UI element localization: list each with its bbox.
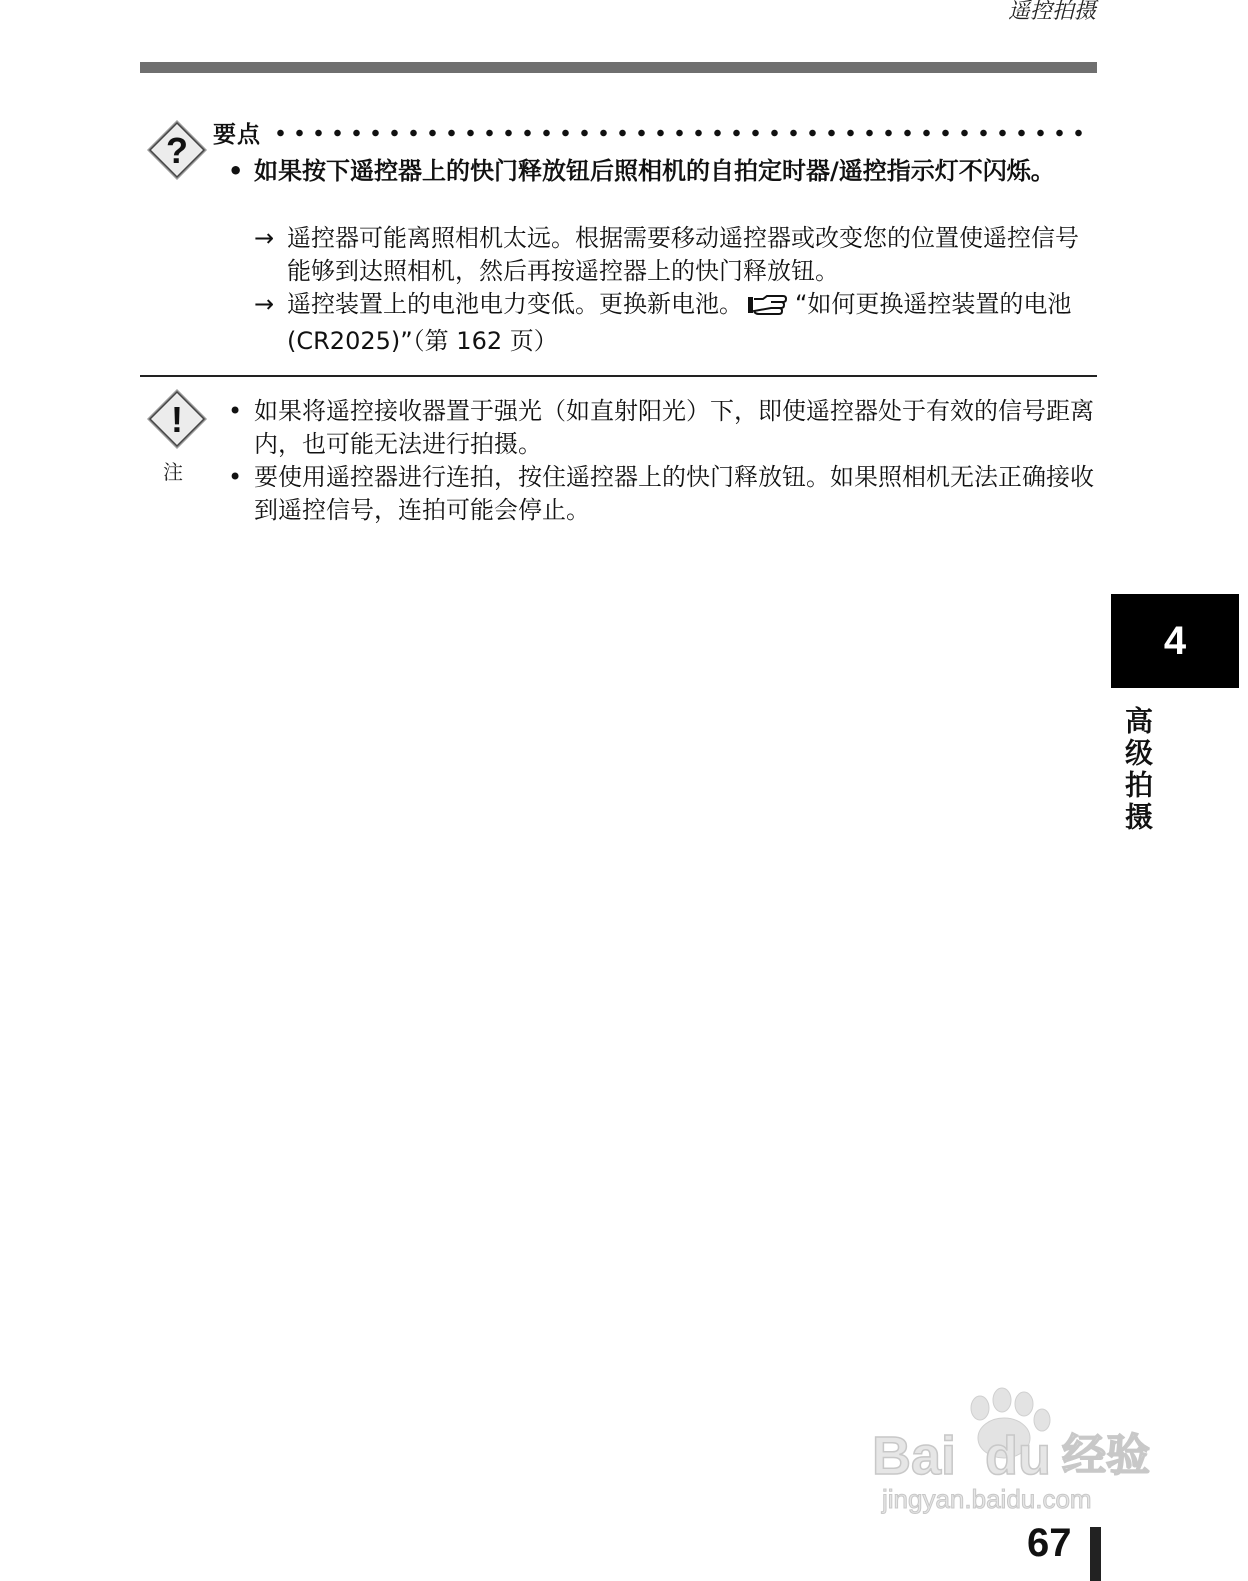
remedy-text: 遥控装置上的电池电力变低。更换新电池。	[287, 290, 743, 318]
note-bullet-text: 如果将遥控接收器置于强光（如直射阳光）下，即使遥控器处于有效的信号距离内，也可能无法进行拍摄。	[254, 397, 1094, 458]
note-bullet	[228, 461, 1098, 527]
tips-title: 要点	[213, 121, 261, 148]
note-bullet	[228, 395, 1098, 461]
chapter-title: 高级拍摄	[1121, 706, 1154, 834]
svg-text:du: du	[985, 1426, 1051, 1486]
exclamation-diamond-icon	[144, 386, 210, 452]
chapter-tab: 4	[1111, 594, 1239, 688]
tips-bullet-text: 如果按下遥控器上的快门释放钮后照相机的自拍定时器/遥控指示灯不闪烁。	[254, 157, 1055, 185]
bullet-dot: •	[228, 397, 243, 425]
top-rule	[140, 62, 1097, 73]
bullet-dot: •	[228, 463, 243, 491]
baidu-jingyan-watermark	[870, 1386, 1170, 1520]
question-diamond-icon	[144, 117, 210, 183]
running-head: 遥控拍摄	[1007, 0, 1096, 24]
pointing-hand-reference-icon	[747, 292, 787, 325]
arrow-marker: →	[254, 290, 275, 318]
note-caption: 注	[163, 460, 183, 484]
arrow-marker: →	[254, 224, 275, 252]
svg-text:jingyan.baidu.com: jingyan.baidu.com	[882, 1484, 1092, 1514]
page-number-bar	[1090, 1527, 1101, 1581]
page-number: 67	[1027, 1521, 1072, 1565]
svg-text:?: ?	[166, 130, 188, 171]
svg-text:经验: 经验	[1062, 1430, 1150, 1481]
section-divider	[140, 375, 1097, 377]
tips-heading	[213, 117, 1086, 147]
tips-remedy-1	[254, 222, 1096, 288]
svg-text:Bai: Bai	[872, 1426, 957, 1486]
reference-link-text: “如何更换遥控装置的电池 (CR2025)”（第 162 页）	[287, 290, 1072, 355]
tips-bullet	[228, 155, 1098, 188]
svg-text:!: !	[171, 399, 183, 440]
bullet-dot: •	[228, 157, 244, 185]
tips-dotted-leader	[271, 129, 1086, 137]
tips-remedy-2	[254, 288, 1096, 358]
note-bullet-text: 要使用遥控器进行连拍，按住遥控器上的快门释放钮。如果照相机无法正确接收到遥控信号，连拍可能会停止。	[254, 463, 1094, 524]
remedy-text: 遥控器可能离照相机太远。根据需要移动遥控器或改变您的位置使遥控信号能够到达照相机，然后再按遥控器上的快门释放钮。	[287, 224, 1079, 285]
